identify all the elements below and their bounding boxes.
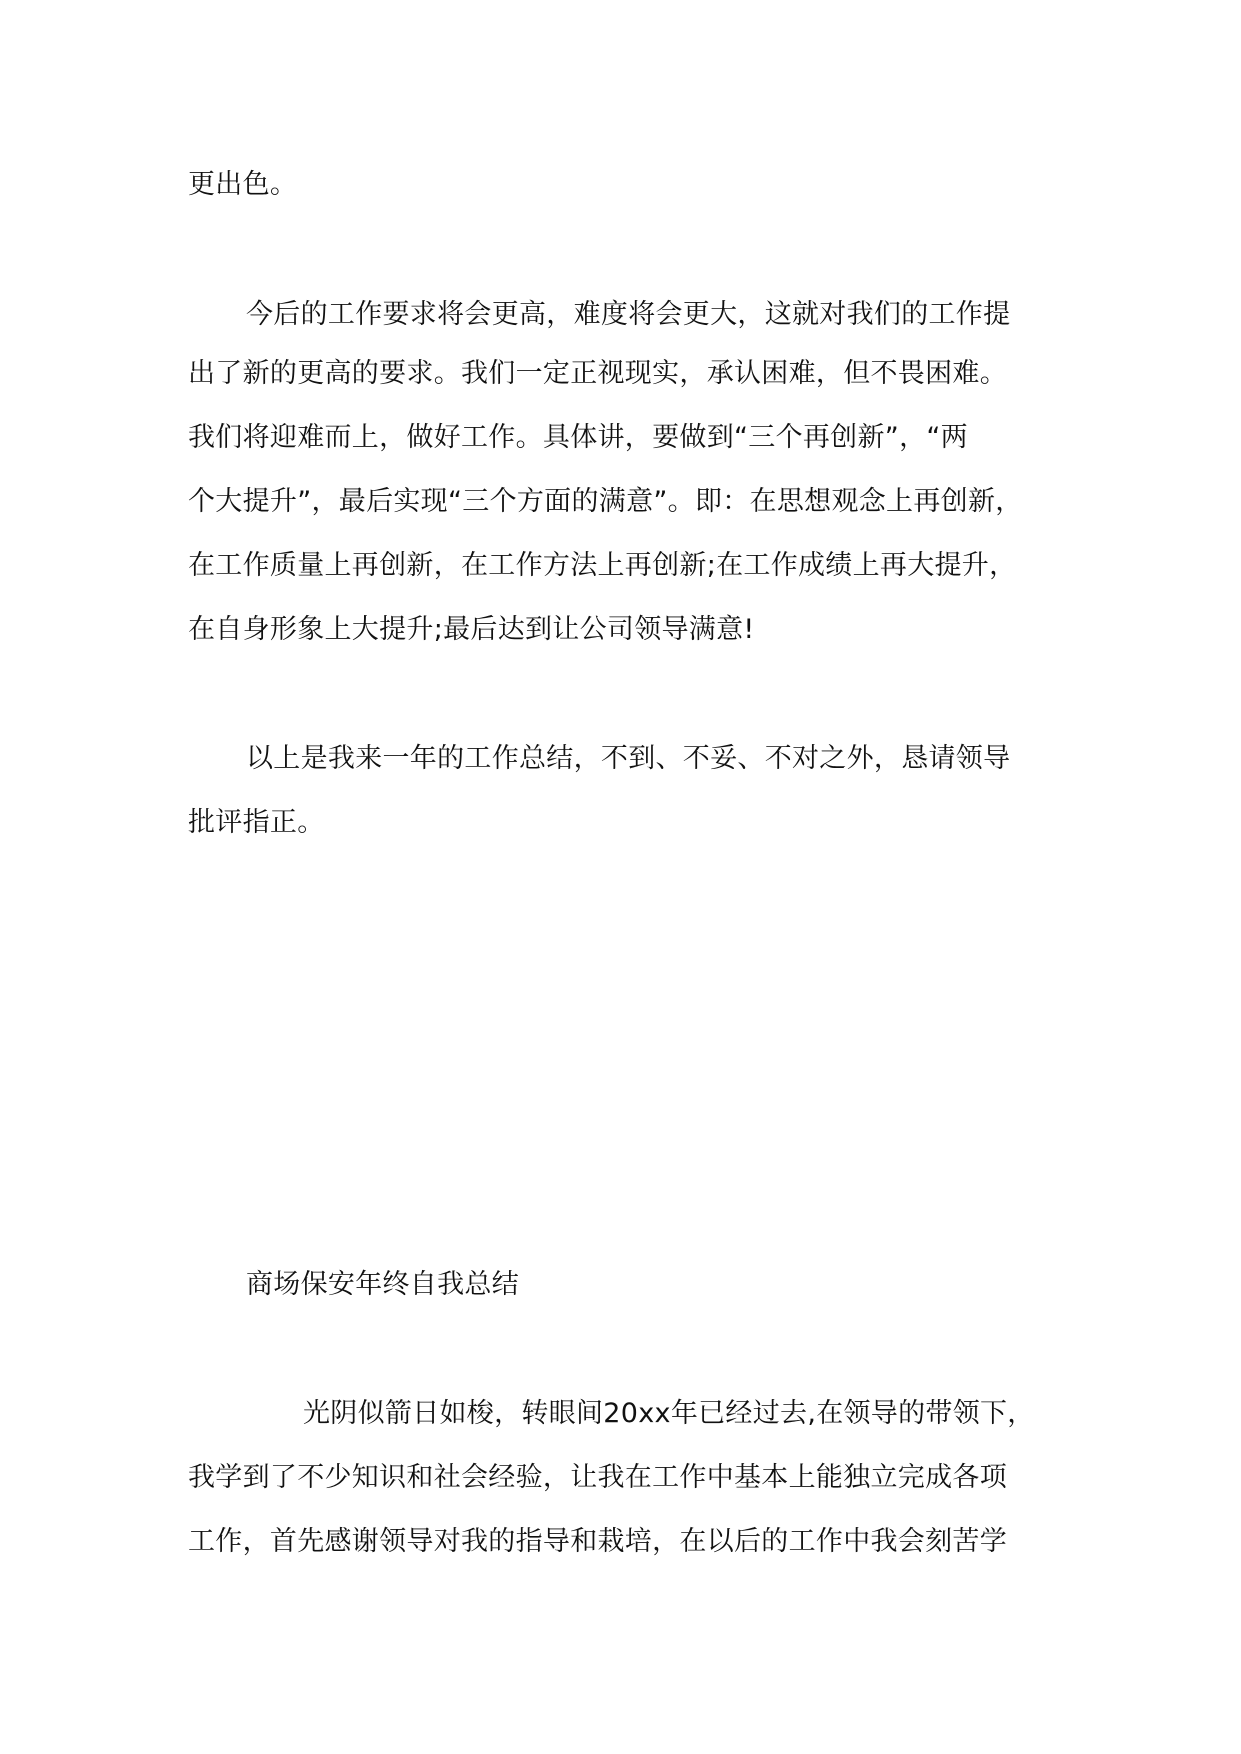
paragraph-line: 出了新的更高的要求。我们一定正视现实，承认困难，但不畏困难。 bbox=[188, 358, 1007, 389]
section-title: 商场保安年终自我总结 bbox=[246, 1269, 519, 1300]
paragraph-line: 在工作质量上再创新，在工作方法上再创新;在工作成绩上再大提升， bbox=[188, 550, 1017, 581]
paragraph-line: 在自身形象上大提升;最后达到让公司领导满意! bbox=[188, 614, 755, 645]
paragraph-line: 我学到了不少知识和社会经验，让我在工作中基本上能独立完成各项 bbox=[188, 1462, 1007, 1493]
paragraph-line: 光阴似箭日如梭，转眼间20xx年已经过去,在领导的带领下， bbox=[303, 1398, 1035, 1429]
paragraph-line: 批评指正。 bbox=[188, 807, 325, 838]
paragraph-line: 今后的工作要求将会更高，难度将会更大，这就对我们的工作提 bbox=[246, 299, 1011, 330]
paragraph-line: 以上是我来一年的工作总结，不到、不妥、不对之外，恳请领导 bbox=[246, 743, 1011, 774]
paragraph-line: 我们将迎难而上，做好工作。具体讲，要做到“三个再创新”，“两 bbox=[188, 422, 968, 453]
paragraph-line: 更出色。 bbox=[188, 169, 298, 200]
paragraph-line: 个大提升”，最后实现“三个方面的满意”。即：在思想观念上再创新， bbox=[188, 486, 1023, 517]
paragraph-line: 工作，首先感谢领导对我的指导和栽培，在以后的工作中我会刻苦学 bbox=[188, 1526, 1007, 1557]
